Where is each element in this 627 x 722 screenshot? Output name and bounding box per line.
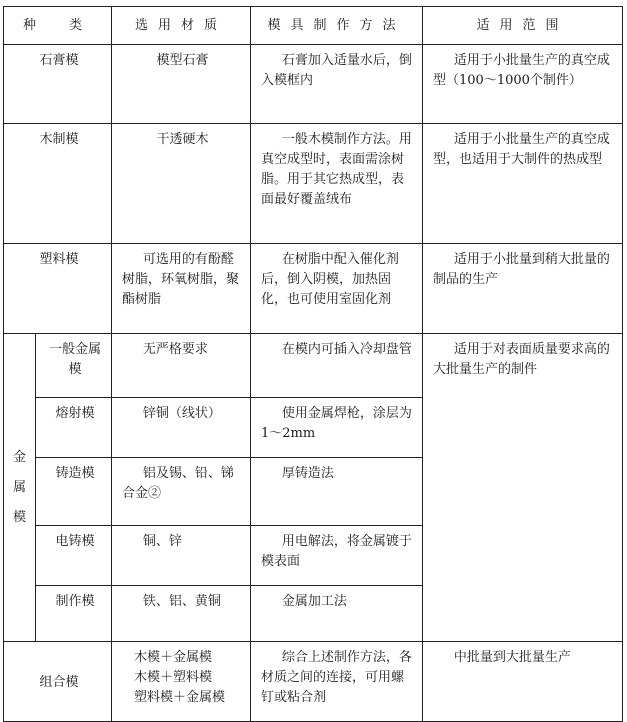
method-cell: 使用金属焊枪，涂层为1～2mm xyxy=(251,398,423,458)
usage-cell: 适用于小批量生产的真空成型，也适用于大制件的热成型 xyxy=(423,124,623,244)
material-cell: 可选用的有酚醛树脂，环氧树脂，聚酯树脂 xyxy=(112,244,251,334)
type-cell: 组合模 xyxy=(4,642,112,722)
method-cell: 在模内可插入冷却盘管 xyxy=(251,334,423,398)
type-cell: 铸造模 xyxy=(36,458,112,526)
header-row xyxy=(4,7,623,45)
material-cell: 铜、锌 xyxy=(112,526,251,586)
method-cell: 石膏加入适量水后，倒入模框内 xyxy=(251,45,423,124)
material-line: 木模＋塑料模 xyxy=(134,670,213,685)
method-cell: 在树脂中配入催化剂后，倒入阴模，加热固化，也可使用室固化剂 xyxy=(251,244,423,334)
header-material: 选用材质 xyxy=(112,7,251,45)
type-cell: 熔射模 xyxy=(36,398,112,458)
material-cell: 模型石膏 xyxy=(112,45,251,124)
material-line: 木模＋金属模 xyxy=(134,650,213,665)
method-cell: 综合上述制作方法，各材质之间的连接，可用螺钉或粘合剂 xyxy=(251,642,423,722)
material-cell: 干透硬木 xyxy=(112,124,251,244)
material-cell: 无严格要求 xyxy=(112,334,251,398)
material-cell: 锌铜（线状） xyxy=(112,398,251,458)
metal-group-cell: 金属模 xyxy=(4,334,36,642)
header-method: 模具制作方法 xyxy=(251,7,423,45)
material-line: 塑料模＋金属模 xyxy=(134,690,226,705)
metal-usage-cell: 适用于对表面质量要求高的大批量生产的制件 xyxy=(423,334,623,642)
mold-types-table xyxy=(3,6,623,722)
type-cell: 制作模 xyxy=(36,586,112,642)
row-combo xyxy=(4,642,623,722)
header-type: 种 类 xyxy=(4,7,112,45)
row-plastic xyxy=(4,244,623,334)
method-cell: 一般木模制作方法。用真空成型时，表面需涂树脂。用于其它热成型，表面最好覆盖绒布 xyxy=(251,124,423,244)
type-cell: 电铸模 xyxy=(36,526,112,586)
material-cell xyxy=(112,642,251,722)
header-usage: 适用范围 xyxy=(423,7,623,45)
row-metal-general xyxy=(4,334,623,398)
type-cell: 木制模 xyxy=(4,124,112,244)
usage-cell: 中批量到大批量生产 xyxy=(423,642,623,722)
row-plaster xyxy=(4,45,623,124)
type-cell: 石膏模 xyxy=(4,45,112,124)
usage-cell: 适用于小批量到稍大批量的制品的生产 xyxy=(423,244,623,334)
usage-cell: 适用于小批量生产的真空成型（100～1000个制件） xyxy=(423,45,623,124)
method-cell: 金属加工法 xyxy=(251,586,423,642)
type-cell: 塑料模 xyxy=(4,244,112,334)
method-cell: 厚铸造法 xyxy=(251,458,423,526)
type-cell: 一般金属模 xyxy=(36,334,112,398)
material-cell: 铁、铝、黄铜 xyxy=(112,586,251,642)
material-cell: 铝及锡、铅、锑合金② xyxy=(112,458,251,526)
row-wood xyxy=(4,124,623,244)
method-cell: 用电解法，将金属镀于模表面 xyxy=(251,526,423,586)
